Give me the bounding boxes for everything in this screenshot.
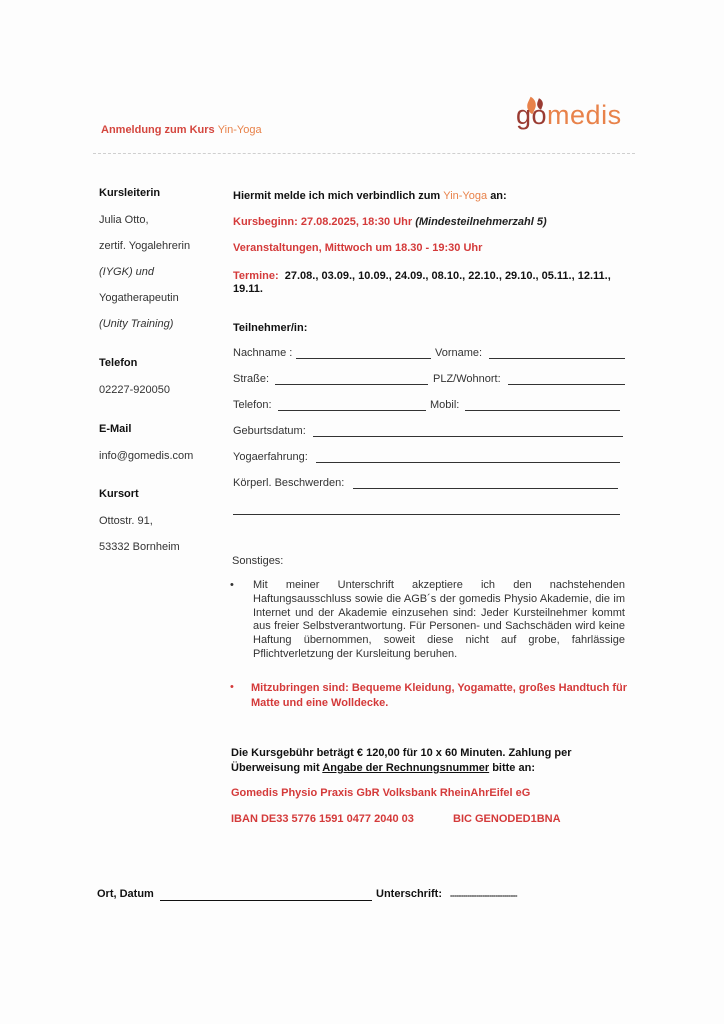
phone-number: 02227-920050 (99, 384, 170, 396)
email-heading: E-Mail (99, 423, 132, 435)
complaints-field-extra[interactable] (233, 514, 620, 515)
participant-heading: Teilnehmer/in: (233, 322, 308, 334)
zip-city-field[interactable] (508, 384, 625, 385)
leader-line: Yogatherapeutin (99, 292, 179, 304)
signature-label: Unterschrift: (376, 888, 443, 900)
page-title-text: Anmeldung zum Kurs (101, 124, 215, 136)
location-street: Ottostr. 91, (99, 515, 153, 527)
bring-items-text: Mitzubringen sind: Bequeme Kleidung, Yogamatte, großes Handtuch für Matte und eine Wolldecke. (251, 682, 628, 709)
fee-main: Die Kursgebühr beträgt € 120,00 für 10 x 60 Minuten. Zahlung per Überweisung mit (231, 747, 572, 774)
bic: BIC GENODED1BNA (453, 813, 561, 825)
email-address: info@gomedis.com (99, 450, 194, 462)
page-title (101, 124, 262, 136)
intro-text: Hiermit melde ich mich verbindlich zum (233, 190, 441, 202)
dates-label: Termine: (233, 270, 279, 282)
min-participants: (Mindesteilnehmerzahl 5) (415, 216, 547, 228)
leader-line: zertif. Yogalehrerin (99, 240, 191, 252)
events-line: Veranstaltungen, Mittwoch um 18.30 - 19:30 Uhr (233, 242, 483, 254)
place-date-field[interactable] (160, 900, 372, 901)
bullet: • (230, 579, 234, 591)
signature-field[interactable]: ------------------------------- (450, 891, 518, 900)
location-city: 53332 Bornheim (99, 541, 180, 553)
yoga-experience-label: Yogaerfahrung: (233, 451, 308, 463)
birthdate-field[interactable] (313, 436, 623, 437)
registration-intro (233, 190, 507, 202)
liability-text: Mit meiner Unterschrift akzeptiere ich den nachstehenden Haftungsausschluss sowie die AGB´s der gomedis Physio Akademie, die im Internet und der Akademie einzusehen sind: Jeder Kursteilnehmer kommt aus freier Selbstverantwortung. Für Personen- und Sachschäden wird keine Haftung übernommen, soweit diese nicht auf grobe, fahrlässige Pflichtverletzung der Kursleitung beruhen. (253, 579, 625, 660)
complaints-field[interactable] (353, 488, 618, 489)
gomedis-logo (516, 100, 622, 131)
last-name-field[interactable] (296, 358, 431, 359)
bank-name: Gomedis Physio Praxis GbR Volksbank RheinAhrEifel eG (231, 787, 531, 799)
zip-city-label: PLZ/Wohnort: (433, 373, 501, 385)
header-divider (93, 153, 635, 154)
other-heading: Sonstiges: (232, 555, 284, 567)
yoga-experience-field[interactable] (316, 462, 620, 463)
fee-text (231, 746, 631, 776)
phone-field[interactable] (278, 410, 426, 411)
intro-course: Yin-Yoga (443, 190, 488, 202)
course-dates (233, 270, 613, 296)
street-field[interactable] (275, 384, 428, 385)
first-name-label: Vorname: (435, 347, 483, 359)
iban: IBAN DE33 5776 1591 0477 2040 03 (231, 813, 414, 825)
birthdate-label: Geburtsdatum: (233, 425, 306, 437)
leader-line: Julia Otto, (99, 214, 149, 226)
street-label: Straße: (233, 373, 270, 385)
mobile-field[interactable] (465, 410, 620, 411)
place-date-label: Ort, Datum (97, 888, 154, 900)
course-start-text: Kursbeginn: 27.08.2025, 18:30 Uhr (233, 216, 413, 228)
leader-line: (Unity Training) (99, 318, 174, 330)
fee-end: bitte an: (492, 762, 535, 774)
last-name-label: Nachname : (233, 347, 293, 359)
course-start (233, 216, 547, 228)
intro-end: an: (490, 190, 507, 202)
leader-heading: Kursleiterin (99, 187, 161, 199)
page-title-course: Yin-Yoga (217, 124, 262, 136)
dates-list: 27.08., 03.09., 10.09., 24.09., 08.10., 22.10., 29.10., 05.11., 12.11., 19.11. (233, 270, 611, 295)
complaints-label: Körperl. Beschwerden: (233, 477, 345, 489)
phone-label: Telefon: (233, 399, 272, 411)
first-name-field[interactable] (489, 358, 625, 359)
logo-go: go (516, 100, 548, 130)
leader-line: (IYGK) und (99, 266, 155, 278)
mobile-label: Mobil: (430, 399, 460, 411)
logo-medis: medis (547, 100, 622, 130)
bullet: • (230, 681, 234, 693)
phone-heading: Telefon (99, 357, 138, 369)
location-heading: Kursort (99, 488, 139, 500)
invoice-number-note: Angabe der Rechnungsnummer (322, 762, 490, 774)
